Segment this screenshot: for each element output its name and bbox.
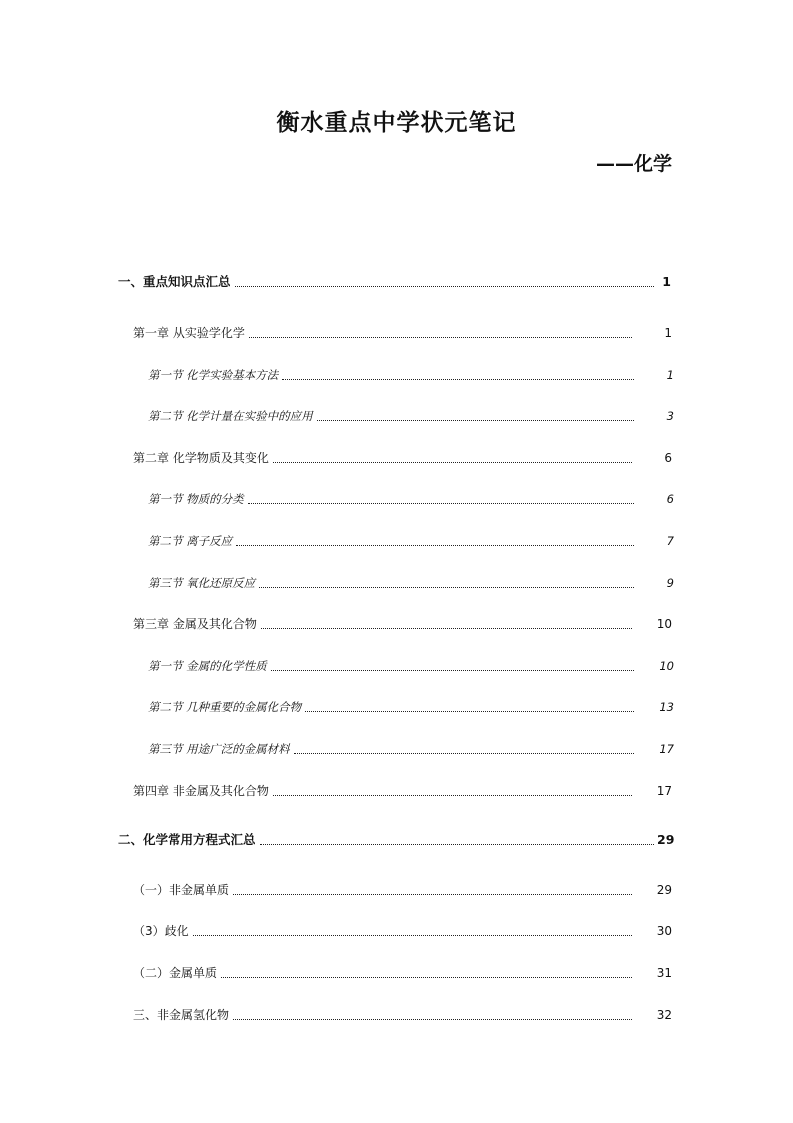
toc-entry-page: 29	[656, 883, 672, 897]
toc-entry-page: 30	[656, 924, 672, 938]
toc-entry-label: （一）非金属单质	[133, 883, 230, 897]
toc-entry-label: 二、化学常用方程式汇总	[118, 832, 256, 847]
toc-entry[interactable]	[148, 658, 674, 674]
toc-entry-label: 三、非金属氢化物	[133, 1008, 230, 1022]
toc-entry-page: 17	[656, 784, 672, 798]
toc-leader-dots	[273, 795, 632, 796]
toc-entry-label: 一、重点知识点汇总	[118, 274, 231, 289]
toc-entry-page: 31	[656, 966, 672, 980]
toc-entry-label: 第一节 化学实验基本方法	[148, 368, 279, 382]
toc-entry-label: （3）歧化	[133, 924, 189, 938]
document-subtitle: ——化学	[595, 153, 672, 175]
toc-entry[interactable]	[118, 832, 675, 848]
toc-entry-label: 第二节 几种重要的金属化合物	[148, 700, 302, 714]
toc-entry-page: 6	[666, 492, 674, 506]
toc-entry-page: 3	[666, 409, 674, 423]
toc-entry-label: 第二节 化学计量在实验中的应用	[148, 409, 313, 423]
toc-leader-dots	[259, 587, 634, 588]
toc-leader-dots	[261, 628, 632, 629]
toc-leader-dots	[294, 753, 634, 754]
toc-entry[interactable]	[133, 616, 672, 632]
toc-entry-label: 第三节 氧化还原反应	[148, 576, 256, 590]
toc-entry[interactable]	[148, 699, 674, 715]
toc-entry[interactable]	[133, 923, 672, 939]
toc-entry-label: 第一节 金属的化学性质	[148, 659, 267, 673]
toc-entry[interactable]	[148, 367, 674, 383]
toc-entry-label: 第一章 从实验学化学	[133, 326, 245, 340]
toc-entry[interactable]	[133, 783, 672, 799]
toc-leader-dots	[235, 286, 654, 287]
toc-leader-dots	[236, 545, 634, 546]
toc-entry-page: 1	[664, 326, 672, 340]
toc-leader-dots	[233, 1019, 632, 1020]
toc-leader-dots	[193, 935, 632, 936]
toc-entry-label: 第三节 用途广泛的金属材料	[148, 742, 290, 756]
toc-leader-dots	[233, 894, 632, 895]
toc-entry-page: 10	[656, 617, 672, 631]
toc-entry-page: 32	[656, 1008, 672, 1022]
toc-leader-dots	[305, 711, 634, 712]
toc-entry[interactable]	[148, 491, 674, 507]
toc-leader-dots	[260, 844, 654, 845]
toc-entry-label: 第二节 离子反应	[148, 534, 233, 548]
toc-leader-dots	[271, 670, 634, 671]
toc-entry[interactable]	[133, 965, 672, 981]
toc-entry[interactable]	[148, 575, 674, 591]
toc-entry[interactable]	[118, 274, 671, 290]
toc-entry[interactable]	[148, 408, 674, 424]
toc-leader-dots	[282, 379, 634, 380]
toc-entry[interactable]	[133, 325, 672, 341]
toc-entry-label: 第四章 非金属及其化合物	[133, 784, 269, 798]
toc-entry-label: 第三章 金属及其化合物	[133, 617, 257, 631]
toc-entry-label: 第二章 化学物质及其变化	[133, 451, 269, 465]
document-title: 衡水重点中学状元笔记	[276, 110, 517, 136]
toc-entry-page: 29	[657, 832, 675, 847]
toc-entry[interactable]	[133, 450, 672, 466]
toc-entry-label: 第一节 物质的分类	[148, 492, 244, 506]
toc-entry-page: 10	[659, 659, 674, 673]
toc-leader-dots	[273, 462, 632, 463]
toc-entry[interactable]	[133, 1007, 672, 1023]
toc-entry[interactable]	[133, 882, 672, 898]
toc-entry-page: 9	[666, 576, 674, 590]
toc-entry-page: 1	[662, 274, 671, 289]
toc-entry-page: 6	[664, 451, 672, 465]
toc-entry-page: 7	[666, 534, 674, 548]
toc-entry[interactable]	[148, 533, 674, 549]
toc-entry-page: 13	[659, 700, 674, 714]
toc-entry[interactable]	[148, 741, 674, 757]
toc-entry-page: 17	[659, 742, 674, 756]
toc-entry-label: （二）金属单质	[133, 966, 218, 980]
toc-leader-dots	[249, 337, 632, 338]
toc-leader-dots	[248, 503, 634, 504]
toc-leader-dots	[317, 420, 634, 421]
toc-entry-page: 1	[666, 368, 674, 382]
toc-leader-dots	[221, 977, 632, 978]
